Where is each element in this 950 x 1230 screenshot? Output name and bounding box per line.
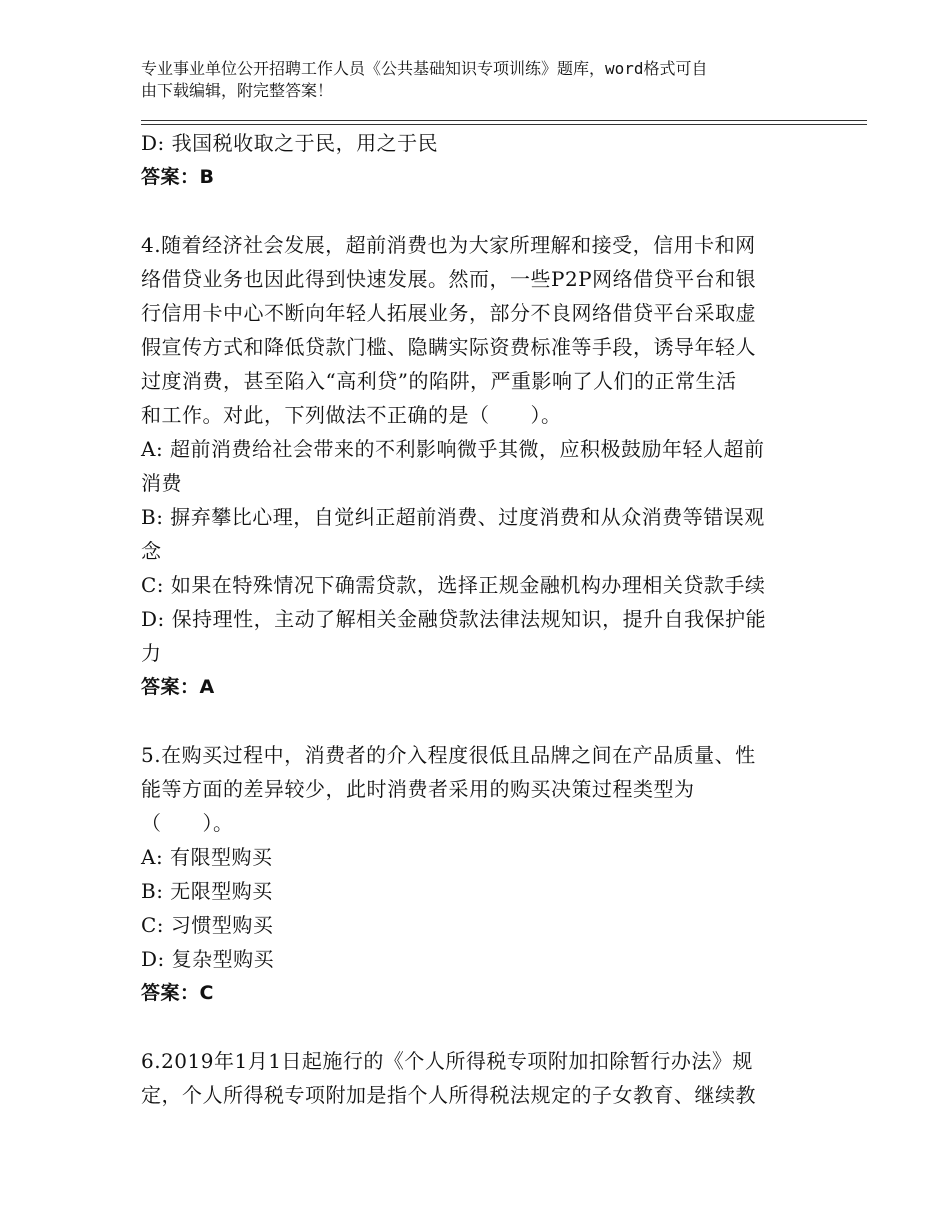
q4-option-c	[141, 568, 811, 602]
spacer	[141, 1010, 811, 1044]
document-body	[141, 126, 811, 1112]
q4-option-d-line: 力	[141, 641, 162, 665]
q4-option-c-line: C: 如果在特殊情况下确需贷款，选择正规金融机构办理相关贷款手续	[141, 573, 766, 597]
q4-option-a-line: 消费	[141, 471, 182, 495]
q4-option-d	[141, 602, 811, 670]
q4-option-b	[141, 500, 811, 568]
q5-option-d: D: 复杂型购买	[141, 947, 275, 971]
q5-stem-line: 5.在购买过程中，消费者的介入程度很低且品牌之间在产品质量、性	[141, 743, 756, 767]
q5-option-c: C: 习惯型购买	[141, 913, 274, 937]
q5-stem-line: 能等方面的差异较少，此时消费者采用的购买决策过程类型为	[141, 777, 695, 801]
q6-stem-line: 6.2019年1月1日起施行的《个人所得税专项附加扣除暂行办法》规	[141, 1049, 753, 1073]
header-divider	[141, 120, 867, 125]
q4-option-a-line: A: 超前消费给社会带来的不利影响微乎其微，应积极鼓励年轻人超前	[141, 437, 765, 461]
document-header	[141, 58, 821, 102]
header-line: 由下载编辑，附完整答案！	[141, 81, 334, 100]
header-line: 专业事业单位公开招聘工作人员《公共基础知识专项训练》题库，word格式可自	[141, 59, 708, 78]
spacer	[141, 704, 811, 738]
q6-stem	[141, 1044, 811, 1112]
q5-stem	[141, 738, 811, 840]
q4-stem-line: 过度消费，甚至陷入“高利贷”的陷阱，严重影响了人们的正常生活	[141, 369, 737, 393]
q5-option-b: B: 无限型购买	[141, 879, 273, 903]
q4-stem-line: 和工作。对此，下列做法不正确的是（ ）。	[141, 403, 562, 427]
spacer	[141, 194, 811, 228]
q4-stem-line: 4.随着经济社会发展，超前消费也为大家所理解和接受，信用卡和网	[141, 233, 756, 257]
q4-stem-line: 行信用卡中心不断向年轻人拓展业务，部分不良网络借贷平台采取虚	[141, 301, 756, 325]
q4-option-b-line: B: 摒弃攀比心理，自觉纠正超前消费、过度消费和从众消费等错误观	[141, 505, 765, 529]
q4-option-b-line: 念	[141, 539, 162, 563]
q4-option-d-line: D: 保持理性，主动了解相关金融贷款法律法规知识，提升自我保护能	[141, 607, 767, 631]
q5-answer: 答案：C	[141, 982, 214, 1004]
q4-option-a	[141, 432, 811, 500]
q4-stem	[141, 228, 811, 432]
q5-stem-line: （ ）。	[141, 811, 234, 835]
q5-option-a: A: 有限型购买	[141, 845, 273, 869]
q4-answer: 答案：A	[141, 676, 215, 698]
q3-answer: 答案：B	[141, 166, 215, 188]
q3-option-d: D: 我国税收取之于民，用之于民	[141, 131, 439, 155]
q6-stem-line: 定，个人所得税专项附加是指个人所得税法规定的子女教育、继续教	[141, 1083, 756, 1107]
q4-stem-line: 假宣传方式和降低贷款门槛、隐瞒实际资费标准等手段，诱导年轻人	[141, 335, 756, 359]
q4-stem-line: 络借贷业务也因此得到快速发展。然而，一些P2P网络借贷平台和银	[141, 267, 757, 291]
